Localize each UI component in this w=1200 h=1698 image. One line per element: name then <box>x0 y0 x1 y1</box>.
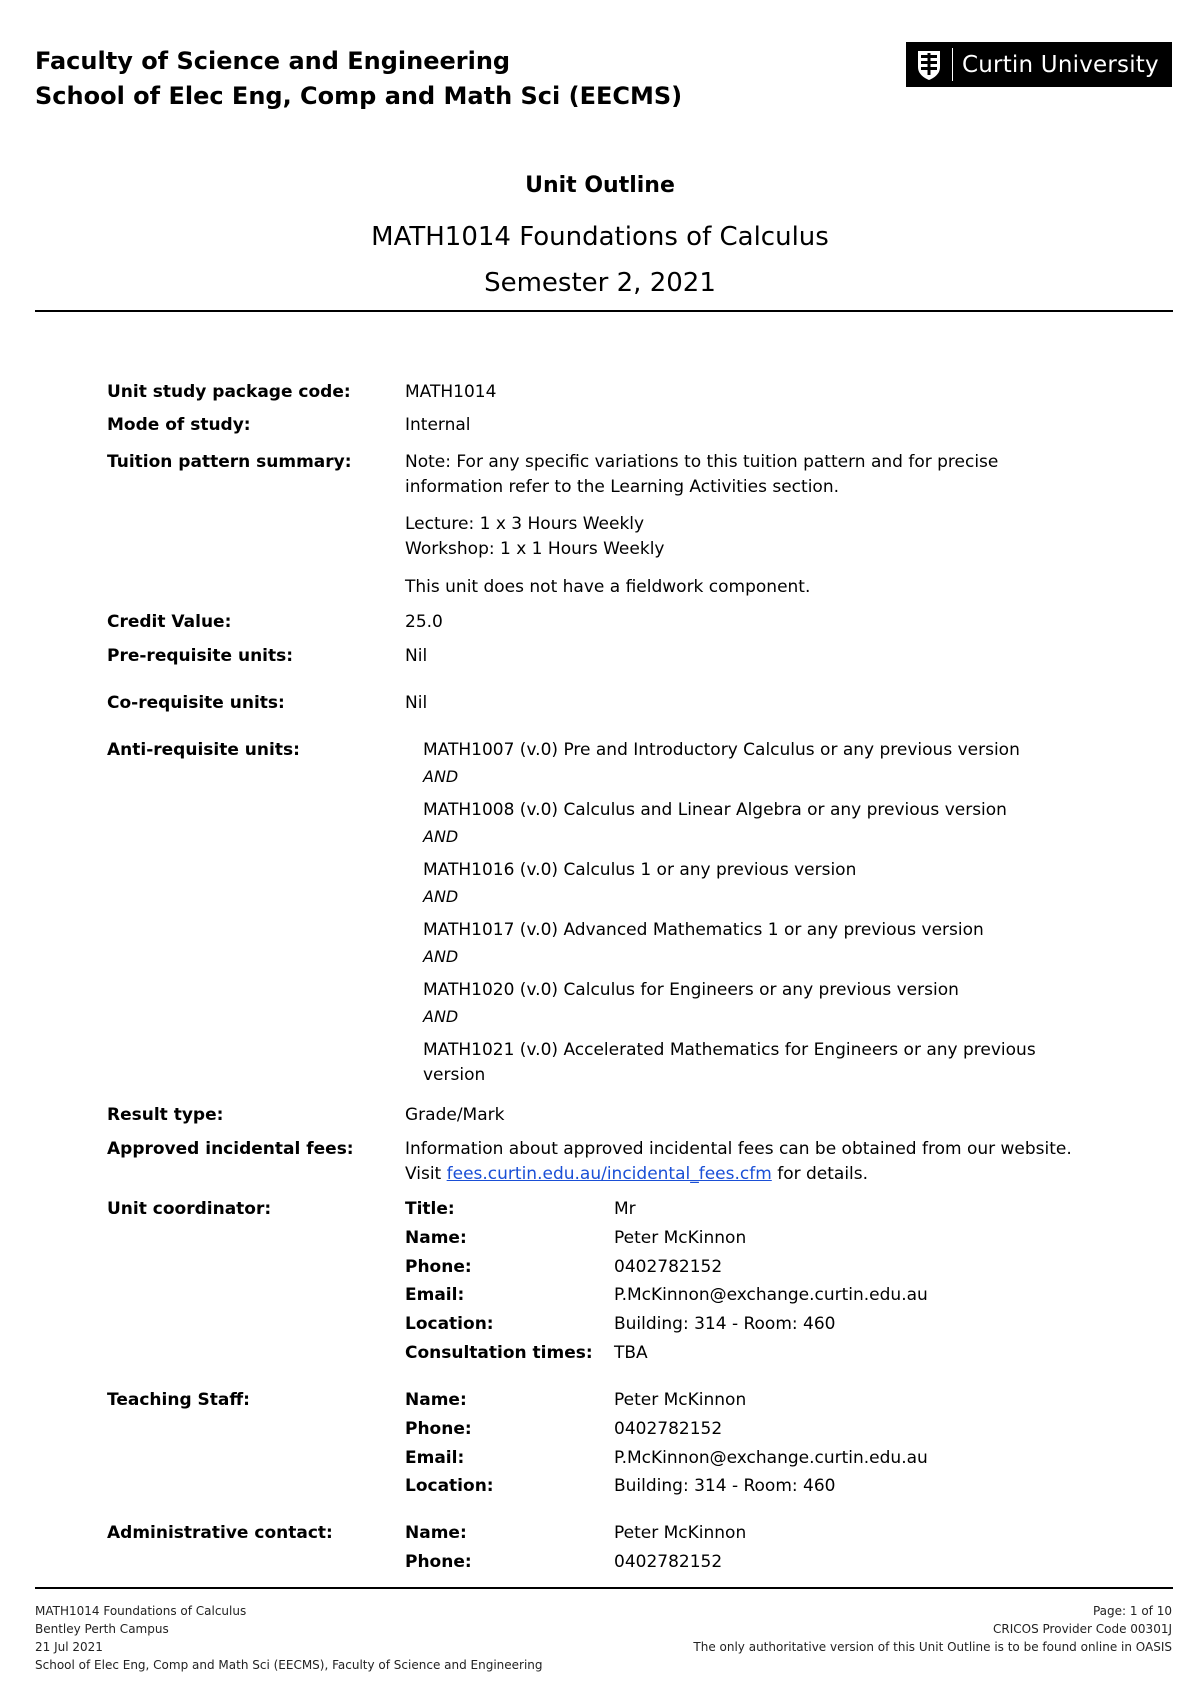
antireq-item: MATH1016 (v.0) Calculus 1 or any previous version <box>423 860 857 880</box>
and-connector: AND <box>423 767 459 786</box>
result-value: Grade/Mark <box>405 1105 505 1125</box>
semester: Semester 2, 2021 <box>484 268 716 298</box>
fees-label: Approved incidental fees: <box>107 1139 354 1159</box>
coordinator-email-label: Email: <box>405 1285 465 1305</box>
mode-value: Internal <box>405 415 471 435</box>
coordinator-title-label: Title: <box>405 1199 455 1219</box>
admin-phone: 0402782152 <box>614 1552 723 1572</box>
teaching-email-label: Email: <box>405 1448 465 1468</box>
teaching-staff-label: Teaching Staff: <box>107 1390 250 1410</box>
footer-date: 21 Jul 2021 <box>35 1640 103 1654</box>
fees-visit-line <box>405 1162 868 1187</box>
footer-right <box>693 1602 1172 1656</box>
coordinator-phone: 0402782152 <box>614 1257 723 1277</box>
credit-label: Credit Value: <box>107 612 232 632</box>
admin-contact-label: Administrative contact: <box>107 1523 333 1543</box>
cricos-code: CRICOS Provider Code 00301J <box>993 1622 1172 1636</box>
faculty-heading <box>35 44 682 114</box>
teaching-location-label: Location: <box>405 1476 494 1496</box>
antireq-label: Anti-requisite units: <box>107 740 300 760</box>
coordinator-phone-label: Phone: <box>405 1257 472 1277</box>
fees-end-text: for details. <box>777 1164 869 1184</box>
and-connector: AND <box>423 887 459 906</box>
and-connector: AND <box>423 1007 459 1026</box>
and-connector: AND <box>423 947 459 966</box>
page-number: Page: 1 of 10 <box>1092 1604 1172 1618</box>
footer-unit: MATH1014 Foundations of Calculus <box>35 1604 247 1618</box>
crest-icon <box>906 42 952 87</box>
antireq-item: MATH1020 (v.0) Calculus for Engineers or any previous version <box>423 980 959 1000</box>
coordinator-consult-label: Consultation times: <box>405 1343 593 1363</box>
lecture-pattern: Lecture: 1 x 3 Hours Weekly <box>405 514 645 534</box>
fieldwork-note: This unit does not have a fieldwork component. <box>405 577 811 597</box>
admin-name: Peter McKinnon <box>614 1523 747 1543</box>
footer-school: School of Elec Eng, Comp and Math Sci (EECMS), Faculty of Science and Engineering <box>35 1658 543 1672</box>
fees-visit-text: Visit <box>405 1164 442 1184</box>
authoritative-note: The only authoritative version of this Unit Outline is to be found online in OASIS <box>693 1640 1172 1654</box>
unit-title: MATH1014 Foundations of Calculus <box>371 222 829 252</box>
coordinator-title: Mr <box>614 1199 636 1219</box>
coordinator-name-label: Name: <box>405 1228 467 1248</box>
document-type: Unit Outline <box>525 173 675 198</box>
antireq-item: MATH1008 (v.0) Calculus and Linear Algebra or any previous version <box>423 800 1007 820</box>
result-label: Result type: <box>107 1105 224 1125</box>
coordinator-location: Building: 314 - Room: 460 <box>614 1314 836 1334</box>
logo-text: Curtin University <box>962 51 1159 78</box>
teaching-phone-label: Phone: <box>405 1419 472 1439</box>
coordinator-location-label: Location: <box>405 1314 494 1334</box>
credit-value: 25.0 <box>405 612 443 632</box>
usp-code-value: MATH1014 <box>405 382 497 402</box>
coreq-label: Co-requisite units: <box>107 693 285 713</box>
antireq-item: MATH1021 (v.0) Accelerated Mathematics for Engineers or any previous version <box>423 1040 1036 1085</box>
coordinator-email: P.McKinnon@exchange.curtin.edu.au <box>614 1285 928 1305</box>
teaching-name-label: Name: <box>405 1390 467 1410</box>
tuition-note: Note: For any specific variations to this tuition pattern and for precise information refer to the Learning Activities section. <box>405 452 999 497</box>
teaching-name: Peter McKinnon <box>614 1390 747 1410</box>
logo-separator <box>952 48 953 81</box>
admin-name-label: Name: <box>405 1523 467 1543</box>
teaching-location: Building: 314 - Room: 460 <box>614 1476 836 1496</box>
prereq-label: Pre-requisite units: <box>107 646 294 666</box>
teaching-email: P.McKinnon@exchange.curtin.edu.au <box>614 1448 928 1468</box>
footer-campus: Bentley Perth Campus <box>35 1622 169 1636</box>
curtin-logo <box>906 42 1172 87</box>
footer-rule <box>35 1587 1173 1589</box>
coordinator-name: Peter McKinnon <box>614 1228 747 1248</box>
coreq-value: Nil <box>405 693 428 713</box>
coordinator-label: Unit coordinator: <box>107 1199 272 1219</box>
and-connector: AND <box>423 827 459 846</box>
faculty-name: Faculty of Science and Engineering <box>35 47 511 75</box>
workshop-pattern: Workshop: 1 x 1 Hours Weekly <box>405 539 665 559</box>
usp-code-label: Unit study package code: <box>107 382 351 402</box>
header-rule <box>35 310 1173 312</box>
fees-link[interactable]: fees.curtin.edu.au/incidental_fees.cfm <box>446 1164 772 1184</box>
coordinator-consult: TBA <box>614 1343 648 1363</box>
admin-phone-label: Phone: <box>405 1552 472 1572</box>
school-name: School of Elec Eng, Comp and Math Sci (EECMS) <box>35 82 683 110</box>
antireq-item: MATH1017 (v.0) Advanced Mathematics 1 or any previous version <box>423 920 984 940</box>
teaching-phone: 0402782152 <box>614 1419 723 1439</box>
mode-label: Mode of study: <box>107 415 251 435</box>
prereq-value: Nil <box>405 646 428 666</box>
footer-left <box>35 1602 543 1674</box>
tuition-label: Tuition pattern summary: <box>107 452 352 472</box>
antireq-item: MATH1007 (v.0) Pre and Introductory Calculus or any previous version <box>423 740 1020 760</box>
fees-info: Information about approved incidental fees can be obtained from our website. <box>405 1139 1072 1159</box>
